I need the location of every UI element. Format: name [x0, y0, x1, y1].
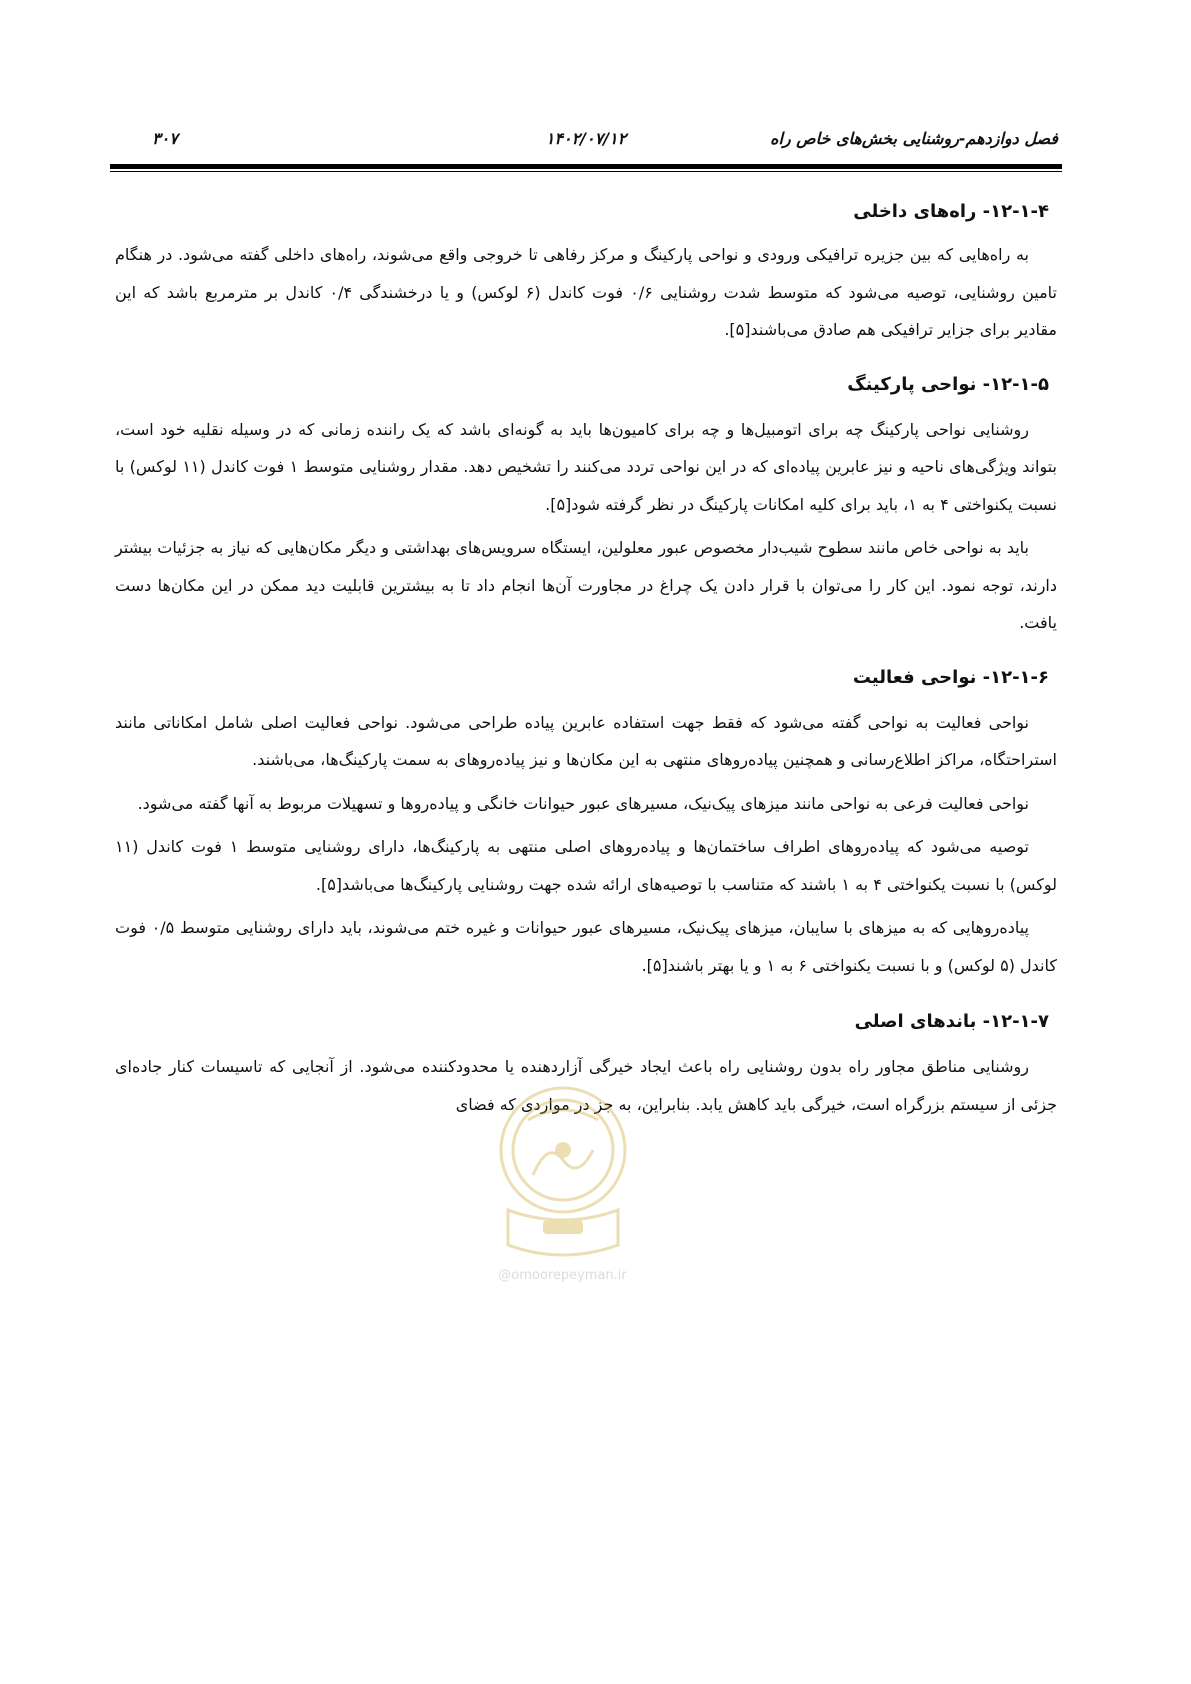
paragraph: باید به نواحی خاص مانند سطوح شیب‌دار مخصوص عبور معلولین، ایستگاه سرویس‌های بهداشتی و دیگر مکان‌هایی که نیاز به جزئیات بیشتر دارند، توجه نمود. این کار را می‌توان با قرار دادن یک چراغ در مجاورت آن‌ها انجام داد تا به بیشترین قابلیت دید ممکن در این مکان‌ها دست یافت. — [115, 538, 1057, 632]
section-heading: ۱۲-۱-۴- راه‌های داخلی — [853, 201, 1049, 222]
header-rule-thick — [110, 164, 1062, 169]
section-internal-roads — [115, 192, 1057, 349]
section-main-lanes — [115, 1002, 1057, 1123]
page-number: ۳۰۷ — [152, 129, 178, 148]
paragraph: توصیه می‌شود که پیاده‌روهای اطراف ساختمان‌ها و پیاده‌روهای اصلی منتهی به پارکینگ‌ها، دارای روشنایی متوسط ۱ فوت کاندل (۱۱ لوکس) با نسبت یکنواختی ۴ به ۱ باشند که متناسب با توصیه‌های ارائه شده جهت روشنایی پارکینگ‌ها می‌باشد[۵]. — [115, 837, 1057, 894]
paragraph: پیاده‌روهایی که به میزهای با سایبان، میزهای پیک‌نیک، مسیرهای عبور حیوانات و غیره ختم می‌شوند، باید دارای روشنایی متوسط ۰/۵ فوت کاندل (۵ لوکس) و با نسبت یکنواختی ۶ به ۱ و یا بهتر باشند[۵]. — [115, 918, 1057, 975]
paragraph: نواحی فعالیت فرعی به نواحی مانند میزهای پیک‌نیک، مسیرهای عبور حیوانات خانگی و پیاده‌روها و تسهیلات مربوط به آنها گفته می‌شود. — [137, 793, 1029, 813]
section-activity-areas — [115, 658, 1057, 985]
page-body — [115, 192, 1057, 1123]
section-heading: ۱۲-۱-۷- باندهای اصلی — [854, 1011, 1049, 1032]
paragraph: نواحی فعالیت به نواحی گفته می‌شود که فقط جهت استفاده عابرین پیاده طراحی می‌شود. نواحی فعالیت اصلی شامل امکاناتی مانند استراحتگاه، مراکز اطلاع‌رسانی و همچنین پیاده‌روهای منتهی به این مکان‌ها و نیز پیاده‌روهای به سمت پارکینگ‌ها، می‌باشند. — [115, 712, 1057, 769]
header-date: ۱۴۰۲/۰۷/۱۲ — [545, 129, 627, 148]
watermark-url: @omoorepeyman.ir — [498, 1268, 627, 1283]
paragraph: به راه‌هایی که بین جزیره ترافیکی ورودی و نواحی پارکینگ و مرکز رفاهی تا خروجی واقع می‌شوند، راه‌های داخلی گفته می‌شود. در هنگام تامین روشنایی، توصیه می‌شود که متوسط شدت روشنایی ۰/۶ فوت کاندل (۶ لوکس) و یا درخشندگی ۰/۴ کاندل بر مترمربع باشد که این مقادیر برای جزایر ترافیکی هم صادق می‌باشند[۵]. — [115, 245, 1057, 339]
header-rule-thin — [110, 171, 1062, 172]
section-parking-areas — [115, 365, 1057, 642]
section-heading: ۱۲-۱-۵- نواحی پارکینگ — [847, 373, 1049, 395]
paragraph: روشنایی نواحی پارکینگ چه برای اتومبیل‌ها و چه برای کامیون‌ها باید به گونه‌ای باشد که یک راننده زمانی که در وسیله نقلیه خود است، بتواند ویژگی‌های ناحیه و نیز عابرین پیاده‌ای که در این نواحی تردد می‌کنند را تشخیص دهد. مقدار روشنایی متوسط ۱ فوت کاندل (۱۱ لوکس) با نسبت یکنواختی ۴ به ۱، باید برای کلیه امکانات پارکینگ در نظر گرفته شود[۵]. — [115, 419, 1058, 514]
chapter-title: فصل دوازدهم-روشنایی بخش‌های خاص راه — [770, 129, 1058, 148]
page-header — [110, 128, 1062, 158]
section-heading: ۱۲-۱-۶- نواحی فعالیت — [852, 666, 1049, 688]
paragraph: روشنایی مناطق مجاور راه بدون روشنایی راه باعث ایجاد خیرگی آزاردهنده یا محدودکننده می‌شود. از آنجایی که تاسیسات کنار جاده‌ای جزئی از سیستم بزرگراه است، خیرگی باید کاهش یابد. بنابراین، به جز در مواردی که فضای — [115, 1057, 1057, 1114]
